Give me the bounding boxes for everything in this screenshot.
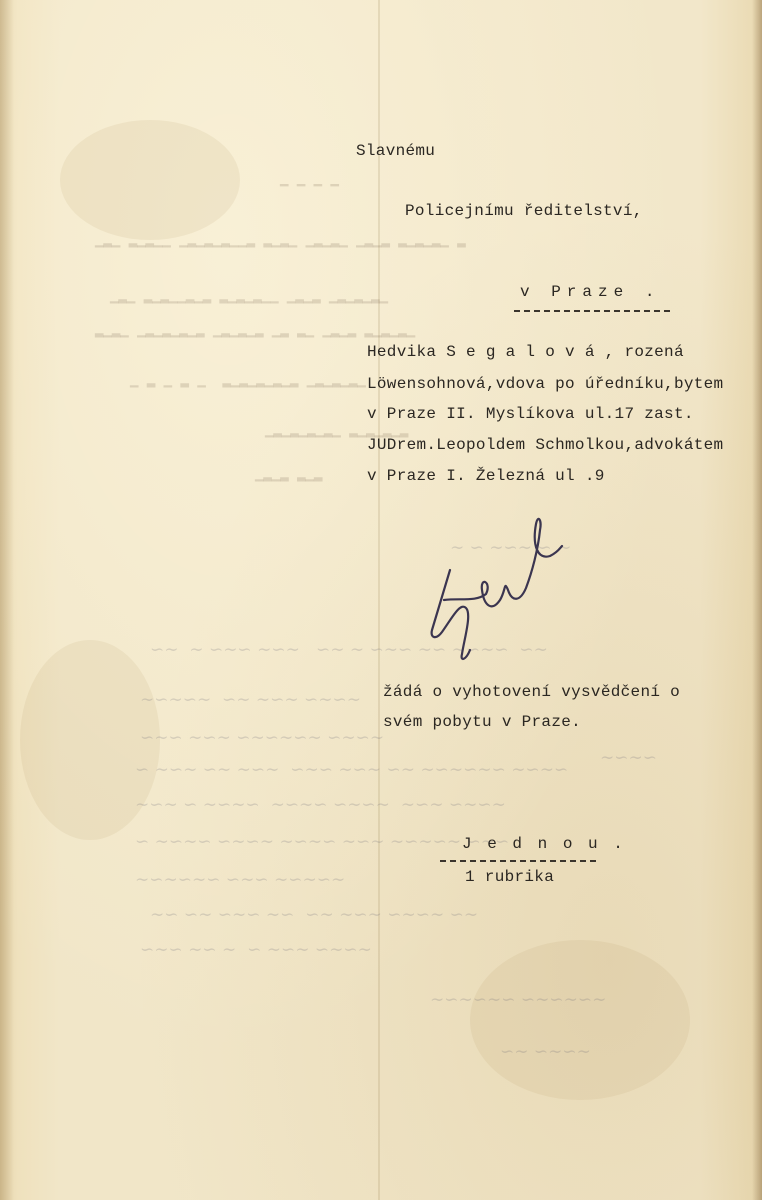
request-line-1: žádá o vyhotovení vysvědčení o	[383, 683, 681, 701]
bleed-through-handwriting: ∼∽∼∽∼ ∽∼ ∼∽∼ ∽∼∽∼	[140, 690, 362, 710]
paper-stain	[470, 940, 690, 1100]
bleed-through-handwriting: ∼∽∼∽∼∽ ∽∼∽∼∽∼	[430, 990, 607, 1010]
petitioner-line-1: Hedvika S e g a l o v á , rozená	[367, 343, 684, 361]
bleed-through-text: ▁▂▁▂▁▂▁▂▁ ▂▁▂▁▂▁▂	[265, 423, 409, 439]
paper-stain	[60, 120, 240, 240]
bleed-through-handwriting: ∽∼∽ ∼∽ ∼ ∽ ∼∽∼ ∽∼∽∼	[140, 940, 372, 960]
city-underline	[514, 310, 670, 312]
bleed-through-handwriting: ∼∽ ∽∼ ∽∼∽ ∼∽ ∽∼ ∼∽∼ ∽∼∽∼ ∽∼	[150, 905, 479, 925]
bleed-through-text: ━ ━ ━ ━	[280, 179, 339, 195]
bleed-through-handwriting: ∽ ∼∽∼∽ ∽∼∽∼ ∼∽∼∽ ∼∽∼ ∼∽∼∽∼ ∽∼∽	[135, 832, 510, 852]
salutation: Slavnému	[356, 142, 436, 160]
rubric-line: 1 rubrika	[465, 868, 555, 886]
bleed-through-text: ▂▁▂▁ ▁▂▁▂▁▂▁▂ ▁▂▁▂▁▂ ▁▂ ▂▁ ▁▂▁▂ ▂▁▂▁▂▁	[95, 323, 416, 339]
petitioner-line-4: JUDrem.Leopoldem Schmolkou,advokátem	[367, 436, 724, 454]
bleed-through-text: ▁▂▁▂ ▂▁▂	[255, 467, 323, 483]
city-line: v Praze .	[520, 283, 661, 301]
petitioner-line-5: v Praze I. Železná ul .9	[367, 467, 605, 485]
bleed-through-text: ▁▂▁ ▂▁▂▁▁ ▁▂▁▂▁▂▁▁▂ ▂▁▂▁ ▁▂▁▂▁ ▁▂▁▂ ▂▁▂▁▂▁ ▂	[95, 233, 466, 249]
bleed-through-handwriting: ∼∽∼∽	[600, 748, 657, 768]
page-right-edge	[752, 0, 762, 1200]
fold-crease	[378, 0, 380, 1200]
bleed-through-handwriting: ∽∼ ∽∼∽∼	[500, 1042, 591, 1062]
copies-line: J e d n o u .	[462, 835, 626, 853]
handwritten-signature	[420, 490, 580, 670]
copies-underline	[440, 860, 596, 862]
bleed-through-handwriting: ∼ ∽ ∼∽∼ ∽ ∼	[450, 538, 572, 558]
request-line-2: svém pobytu v Praze.	[383, 713, 582, 731]
bleed-through-handwriting: ∼∽∼∽∼∽ ∽∼∽ ∼∽∼∽∼	[135, 870, 346, 890]
addressee: Policejnímu ředitelství,	[405, 202, 643, 220]
petitioner-line-2: Löwensohnová,vdova po úředníku,bytem	[367, 375, 724, 393]
bleed-through-handwriting: ∼∽∼ ∽ ∼∽∼∽ ∼∽∼∽ ∽∼∽∼ ∼∽∼ ∽∼∽∼	[135, 795, 506, 815]
bleed-through-handwriting: ∽∼ ∼ ∽∼∽ ∼∽∼ ∽∼ ∼ ∽∼∽ ∼∽ ∼∽∼∽ ∽∼	[150, 640, 548, 660]
petitioner-line-3: v Praze II. Myslíkova ul.17 zast.	[367, 405, 694, 423]
bleed-through-text: ▁▂▁ ▂▁▂▁▁▂▁▂ ▂▁▂▁▂▁▁ ▁▂▁▂ ▁▂▁▂▁▂▁	[110, 289, 389, 305]
bleed-through-text: ▁ ▂ ▁ ▂ ▁ ▂▁▂▁▂▁▂▁▂ ▁▂▁▂▁▂▁	[130, 373, 366, 389]
page-left-edge	[0, 0, 14, 1200]
bleed-through-handwriting: ∽∼∽ ∼∽∼ ∽∼∽∼∽∼ ∽∼∽∼	[140, 728, 385, 748]
bleed-through-handwriting: ∽ ∼∽∼ ∽∼ ∼∽∼ ∽∼∽ ∼∽∼ ∽∼ ∼∽∼∽∼∽ ∼∽∼∽	[135, 760, 569, 780]
